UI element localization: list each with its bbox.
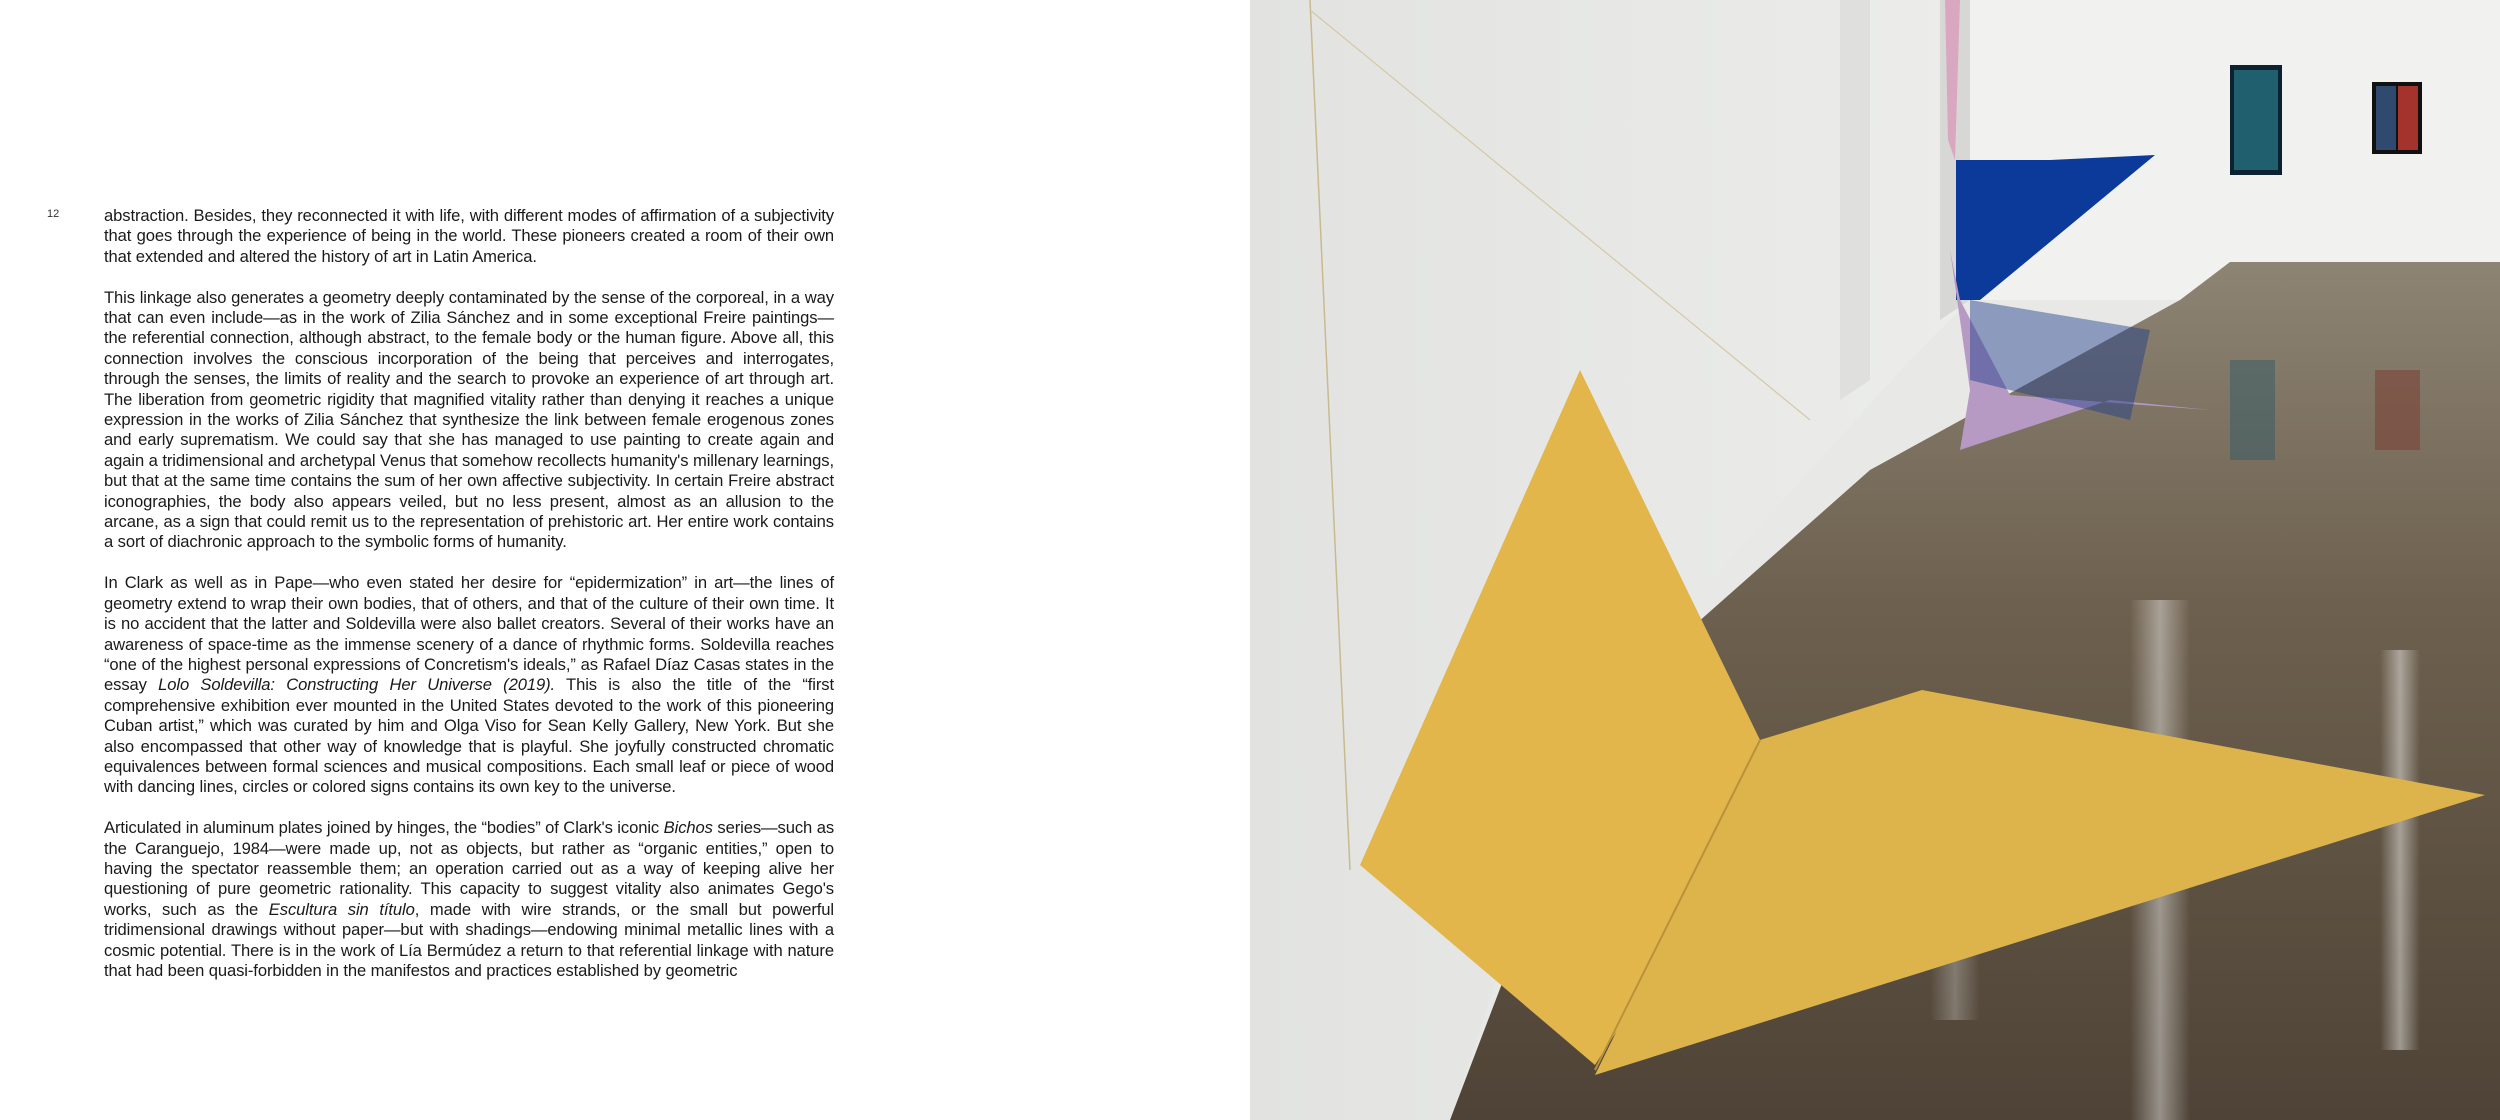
page-number: 12 xyxy=(47,208,60,220)
text-segment: In Clark as well as in Pape—who even stated her desire for “epidermization” in art—the lines of geometry extend to wrap their own bodies, that of others, and that of the culture of their own time. It is no accident that the latter and Soldevilla were also ballet creators. Several of their works have an awareness of space-time as the immense scenery of a dance of rhythmic forms. Soldevilla reaches “one of the highest personal expressions of Concretism's ideals,” as Rafael Díaz Casas states in the essay xyxy=(104,573,834,695)
paragraph xyxy=(104,206,834,267)
gallery-photo xyxy=(1250,0,2500,1120)
painting-right-red xyxy=(2398,86,2418,150)
italic-title: Lolo Soldevilla: Constructing Her Universe (2019). xyxy=(158,675,556,695)
paragraph xyxy=(104,818,834,981)
painting-right-blue xyxy=(2376,86,2396,150)
reflection-1 xyxy=(2230,360,2275,460)
text-segment: Articulated in aluminum plates joined by hinges, the “bodies” of Clark's iconic xyxy=(104,818,664,838)
paragraph xyxy=(104,573,834,797)
text-segment: , made with wire strands, or the small but powerful tridimensional drawings without paper—but with shadings—endowing minimal metallic lines with a cosmic potential. There is in the work of Lía Bermúdez a return to that referential linkage with nature that had been quasi-forbidden in the manifestos and practices established by geometric xyxy=(104,899,835,980)
paragraph xyxy=(104,288,834,553)
body-text xyxy=(104,206,834,1002)
text-segment: This linkage also generates a geometry deeply contaminated by the sense of the corporeal, in a way that can even include—as in the work of Zilia Sánchez and in some exceptional Freire paintings—the referential connection, although abstract, to the female body or the human figure. Above all, this connection involves the conscious incorporation of the being that perceives and interrogates, through the senses, the limits of reality and the search to provoke an experience of art through art. The liberation from geometric rigidity that magnified vitality rather than denying it reaches a unique expression in the works of Zilia Sánchez that synthesize the link between female erogenous zones and early suprematism. We could say that she has managed to use painting to create again and again a tridimensional and archetypal Venus that somehow recollects humanity's millenary learnings, but that at the same time contains the sum of her own affective subjectivity. In certain Freire abstract iconographies, the body also appears veiled, but no less present, almost as an allusion to the arcane, as a sign that could remit us to the representation of prehistoric art. Her entire work contains a sort of diachronic approach to the symbolic forms of humanity. xyxy=(104,287,834,552)
italic-title: Bichos xyxy=(663,818,713,838)
italic-title: Escultura sin título xyxy=(268,899,415,919)
text-segment: This is also the title of the “first comprehensive exhibition ever mounted in the United States devoted to the work of this pioneering Cuban artist,” which was curated by him and Olga Viso for Sean Kelly Gallery, New York. But she also encompassed that other way of knowledge that is playful. She joyfully constructed chromatic equivalences between formal sciences and musical compositions. Each small leaf or piece of wood with dancing lines, circles or colored signs contains its own key to the universe. xyxy=(104,675,834,797)
text-segment: abstraction. Besides, they reconnected it with life, with different modes of affirmation of a subjectivity that goes through the experience of being in the world. These pioneers created a room of their own that extended and altered the history of art in Latin America. xyxy=(104,206,834,266)
floor-glare-2 xyxy=(2380,650,2420,1050)
wall-panel-shade xyxy=(1840,0,1870,400)
reflection-2 xyxy=(2375,370,2420,450)
text-segment: series—such as the Caranguejo, 1984—were made up, not as objects, but rather as “organic entities,” open to having the spectator reassemble them; an operation carried out as a way of keeping alive her questioning of pure geometric rationality. This capacity to suggest vitality also animates Gego's works, such as the xyxy=(104,818,835,919)
painting-left-inner xyxy=(2234,70,2278,170)
gallery-installation-image xyxy=(1250,0,2500,1120)
